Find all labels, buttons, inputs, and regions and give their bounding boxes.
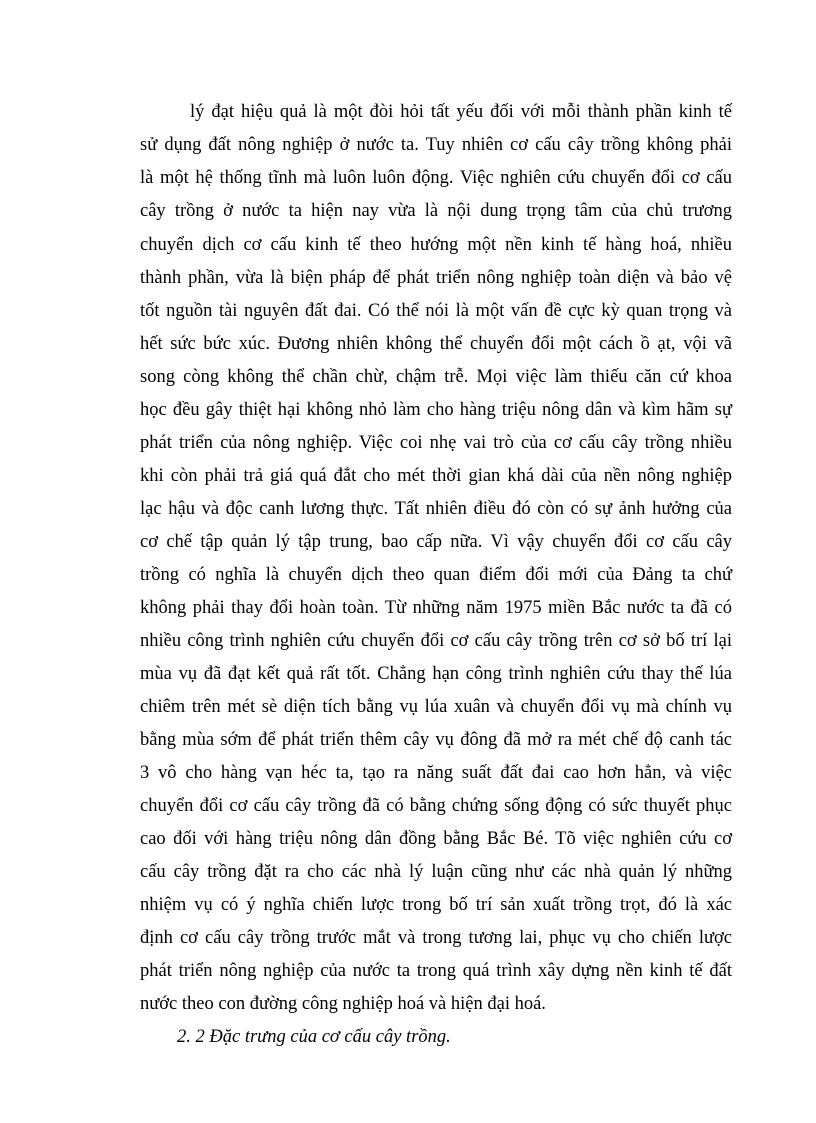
paragraph-line-23: cao đối với hàng triệu nông dân đồng bằng Bắc Bé. Tõ việc nghiên cứu cơ xyxy=(140,829,732,849)
paragraph-line-9: song còng không thể chần chừ, chậm trễ. Mọi việc làm thiếu căn cứ khoa xyxy=(140,367,732,387)
paragraph-line-21: 3 vô cho hàng vạn héc ta, tạo ra năng suất đất đai cao hơn hẳn, và việc xyxy=(140,763,732,783)
paragraph-line-28: nước theo con đường công nghiệp hoá và hiện đại hoá. xyxy=(140,994,546,1014)
paragraph-line-5: chuyển dịch cơ cấu kinh tế theo hướng một nền kinh tế hàng hoá, nhiều xyxy=(140,235,732,255)
paragraph-line-13: lạc hậu và độc canh lương thực. Tất nhiên điều đó còn có sự ảnh hưởng của xyxy=(140,499,732,519)
paragraph-line-27: phát triển nông nghiệp của nước ta trong quá trình xây dựng nền kinh tế đất xyxy=(140,961,732,981)
paragraph-line-16: không phải thay đổi hoàn toàn. Từ những năm 1975 miền Bắc nước ta đã có xyxy=(140,598,732,618)
paragraph-line-20: bằng mùa sớm để phát triển thêm cây vụ đông đã mở ra mét chế độ canh tác xyxy=(140,730,732,750)
section-heading: 2. 2 Đặc trưng của cơ cấu cây trồng. xyxy=(177,1027,451,1047)
paragraph-line-2: sử dụng đất nông nghiệp ở nước ta. Tuy nhiên cơ cấu cây trồng không phải xyxy=(140,135,732,155)
paragraph-line-10: học đều gây thiệt hại không nhỏ làm cho hàng triệu nông dân và kìm hãm sự xyxy=(140,400,732,420)
paragraph-line-11: phát triển của nông nghiệp. Việc coi nhẹ vai trò của cơ cấu cây trồng nhiều xyxy=(140,433,732,453)
paragraph-line-12: khi còn phải trả giá quá đắt cho mét thời gian khá dài của nền nông nghiệp xyxy=(140,466,732,486)
paragraph-line-19: chiêm trên mét sè diện tích bằng vụ lúa xuân và chuyển đổi vụ mà chính vụ xyxy=(140,697,732,717)
paragraph-line-25: nhiệm vụ có ý nghĩa chiến lược trong bố trí sản xuất trồng trọt, đó là xác xyxy=(140,895,732,915)
paragraph-line-24: cấu cây trồng đặt ra cho các nhà lý luận cũng như các nhà quản lý những xyxy=(140,862,732,882)
paragraph-line-26: định cơ cấu cây trồng trước mắt và trong tương lai, phục vụ cho chiến lược xyxy=(140,928,732,948)
paragraph-line-18: mùa vụ đã đạt kết quả rất tốt. Chẳng hạn công trình nghiên cứu thay thế lúa xyxy=(140,664,732,684)
paragraph-line-17: nhiều công trình nghiên cứu chuyển đổi cơ cấu cây trồng trên cơ sở bố trí lại xyxy=(140,631,732,651)
paragraph-line-4: cây trồng ở nước ta hiện nay vừa là nội dung trọng tâm của chủ trương xyxy=(140,201,732,221)
paragraph-line-3: là một hệ thống tĩnh mà luôn luôn động. Việc nghiên cứu chuyển đổi cơ cấu xyxy=(140,168,732,188)
paragraph-line-1: lý đạt hiệu quả là một đòi hỏi tất yếu đối với mỗi thành phần kinh tế xyxy=(190,102,732,122)
paragraph-line-6: thành phần, vừa là biện pháp để phát triển nông nghiệp toàn diện và bảo vệ xyxy=(140,268,732,288)
paragraph-line-15: trồng có nghĩa là chuyển dịch theo quan điểm đổi mới của Đảng ta chứ xyxy=(140,565,732,585)
paragraph-line-7: tốt nguồn tài nguyên đất đai. Có thể nói là một vấn đề cực kỳ quan trọng và xyxy=(140,301,732,321)
paragraph-line-14: cơ chế tập quản lý tập trung, bao cấp nữa. Vì vậy chuyển đổi cơ cấu cây xyxy=(140,532,732,552)
paragraph-line-22: chuyển đổi cơ cấu cây trồng đã có bằng chứng sống động có sức thuyết phục xyxy=(140,796,732,816)
paragraph-line-8: hết sức bức xúc. Đương nhiên không thể chuyển đổi một cách ồ ạt, vội vã xyxy=(140,334,732,354)
